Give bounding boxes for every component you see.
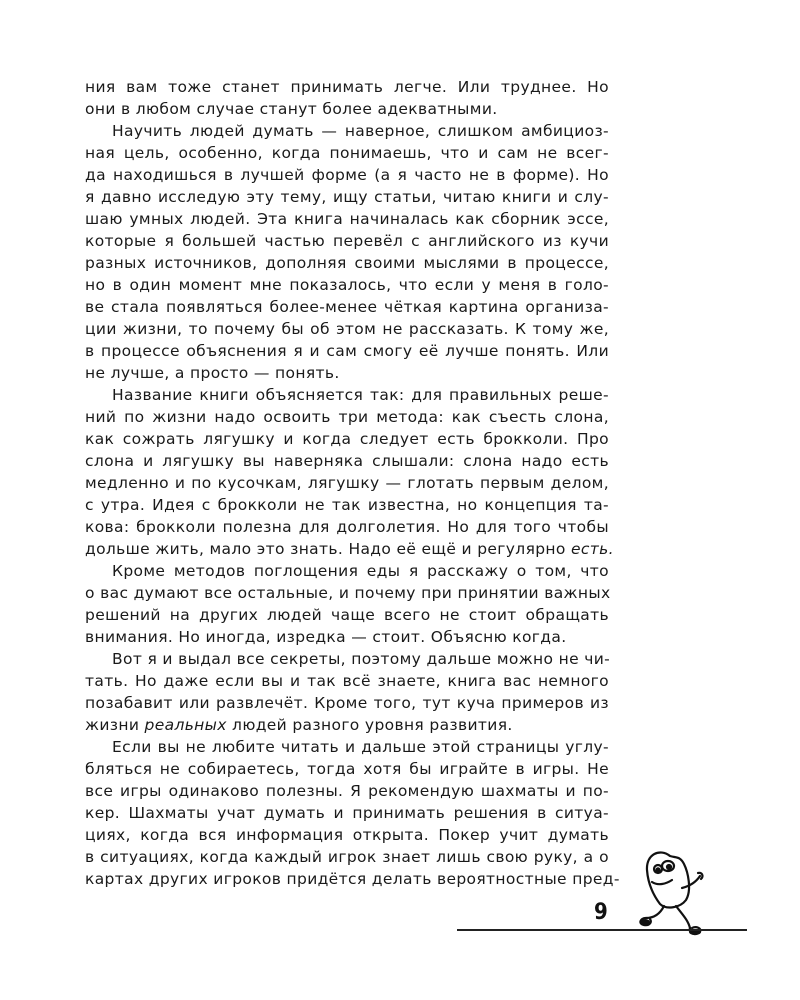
text-line: бляться не собираетесь, тогда хотя бы играйте в игры. Не — [85, 760, 609, 778]
text-line: внимания. Но иногда, изредка — стоит. Объясню когда. — [85, 628, 567, 646]
text-line: дольше жить, мало это знать. Надо её ещё и регулярно есть. — [85, 540, 614, 558]
running-character-icon — [630, 842, 730, 940]
text-line: слона и лягушку вы наверняка слышали: слона надо есть — [85, 452, 609, 470]
text-line: циях, когда вся информация открыта. Покер учит думать — [85, 826, 609, 844]
text-line: тать. Но даже если вы и так всё знаете, книга вас немного — [85, 672, 609, 690]
text-line: решений на других людей чаще всего не стоит обращать — [85, 606, 609, 624]
text-line: но в один момент мне показалось, что если у меня в голо- — [85, 276, 609, 294]
text-line: ции жизни, то почему бы об этом не рассказать. К тому же, — [85, 320, 609, 338]
text-line: кер. Шахматы учат думать и принимать решения в ситуа- — [85, 804, 609, 822]
text-line: ная цель, особенно, когда понимаешь, что и сам не всег- — [85, 144, 609, 162]
text-line: в ситуациях, когда каждый игрок знает лишь свою руку, а о — [85, 848, 609, 866]
text-line: шаю умных людей. Эта книга начиналась как сборник эссе, — [85, 210, 609, 228]
text-line: позабавит или развлечёт. Кроме того, тут куча примеров из — [85, 694, 609, 712]
text-line: да находишься в лучшей форме (а я часто не в форме). Но — [85, 166, 609, 184]
footer-rule — [457, 929, 747, 931]
text-line: ве стала появляться более-менее чёткая картина организа- — [85, 298, 609, 316]
text-line: Название книги объясняется так: для правильных реше- — [112, 386, 609, 404]
text-line: о вас думают все остальные, и почему при принятии важных — [85, 584, 611, 602]
text-line: ний по жизни надо освоить три метода: как съесть слона, — [85, 408, 609, 426]
text-line: кова: брокколи полезна для долголетия. Но для того чтобы — [85, 518, 609, 536]
text-line: ния вам тоже станет принимать легче. Или труднее. Но — [85, 78, 609, 96]
text-line: жизни реальных людей разного уровня развития. — [85, 716, 513, 734]
text-line: Научить людей думать — наверное, слишком амбициоз- — [112, 122, 609, 140]
text-line: они в любом случае станут более адекватными. — [85, 100, 498, 118]
text-line: все игры одинаково полезны. Я рекомендую шахматы и по- — [85, 782, 609, 800]
text-line: которые я большей частью перевёл с английского из кучи — [85, 232, 609, 250]
text-line: с утра. Идея с брокколи не так известна, но концепция та- — [85, 496, 609, 514]
text-line: Если вы не любите читать и дальше этой страницы углу- — [112, 738, 609, 756]
text-line: медленно и по кусочкам, лягушку — глотать первым делом, — [85, 474, 609, 492]
text-line: я давно исследую эту тему, ищу статьи, читаю книги и слу- — [85, 188, 609, 206]
text-line: разных источников, дополняя своими мыслями в процессе, — [85, 254, 609, 272]
text-line: Вот я и выдал все секреты, поэтому дальше можно не чи- — [112, 650, 611, 668]
text-line: Кроме методов поглощения еды я расскажу о том, что — [112, 562, 609, 580]
page-number: 9 — [594, 900, 608, 925]
body-text — [85, 76, 620, 890]
text-line: в процессе объяснения я и сам смогу её лучше понять. Или — [85, 342, 609, 360]
text-line: как сожрать лягушку и когда следует есть брокколи. Про — [85, 430, 609, 448]
text-line: не лучше, а просто — понять. — [85, 364, 340, 382]
text-line: картах других игроков придётся делать вероятностные пред- — [85, 870, 620, 888]
